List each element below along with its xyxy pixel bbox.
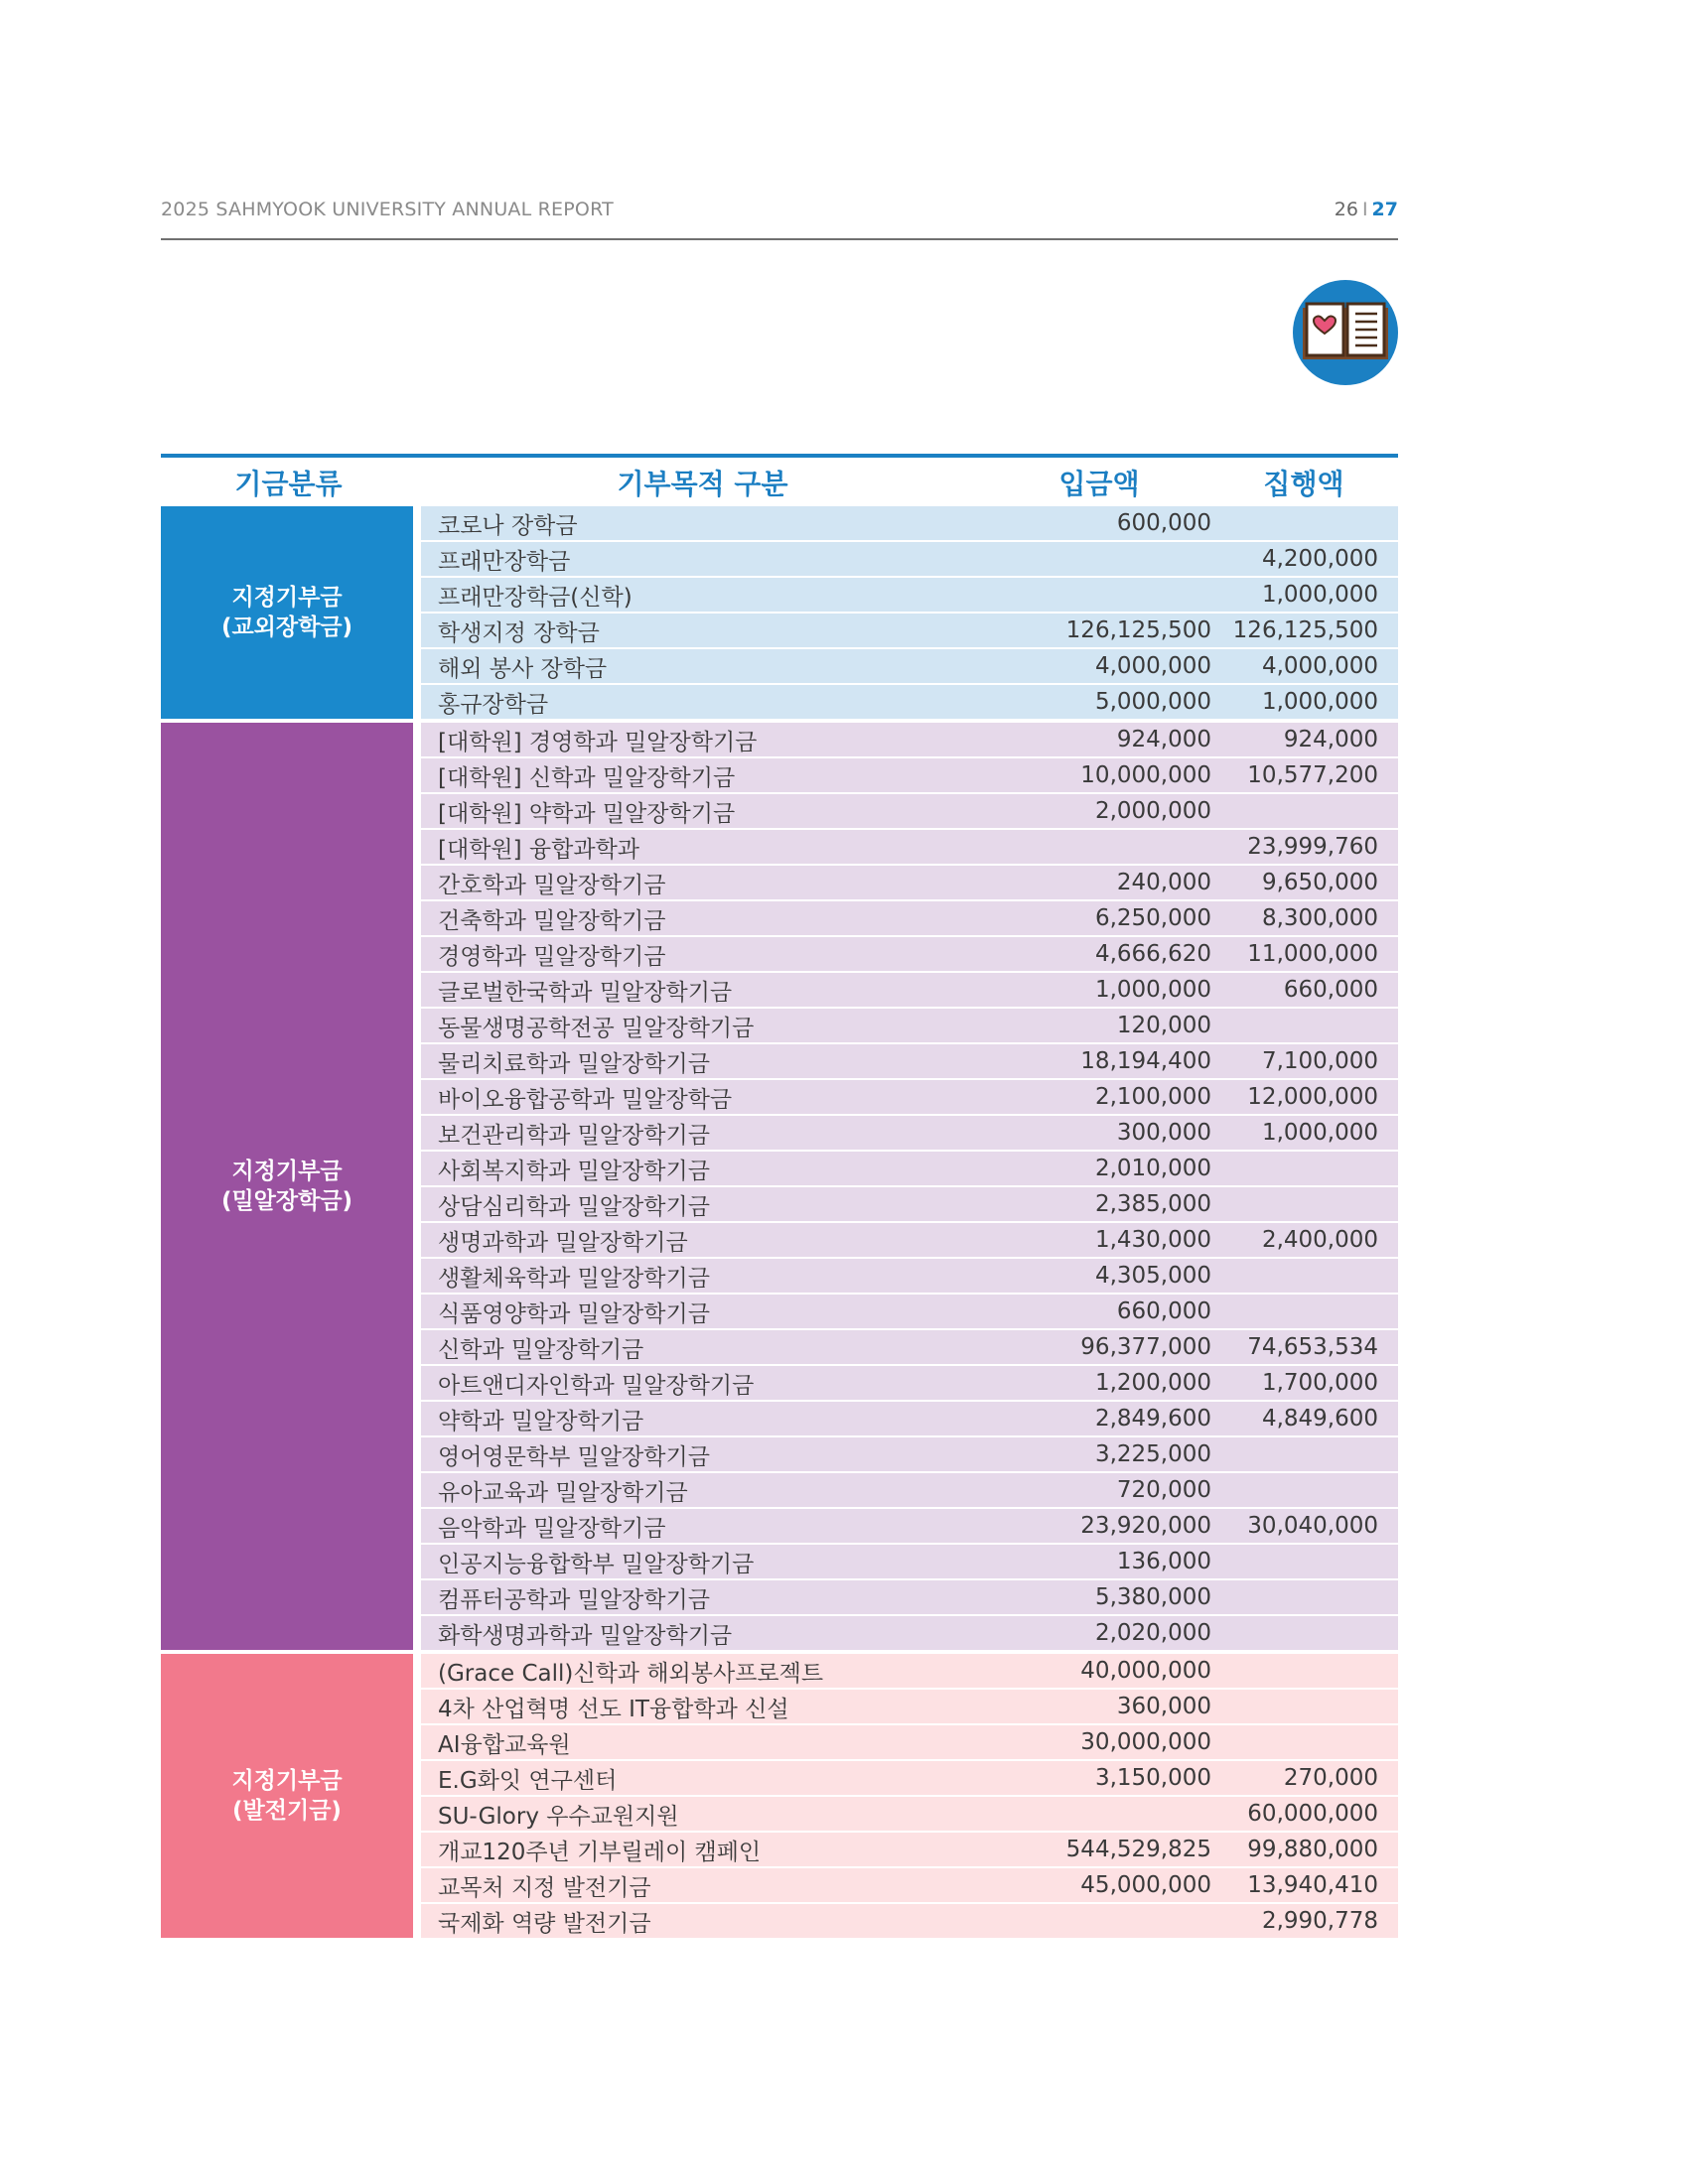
purpose-cell: 건축학과 밀알장학기금 [438,907,666,934]
table-row [421,937,1398,971]
spent-cell: 10,577,200 [1247,762,1378,788]
table-row [421,1904,1398,1938]
table-row [421,685,1398,719]
page-number-separator: I [1361,199,1368,220]
header-divider [161,238,1398,240]
deposit-cell: 600,000 [1116,510,1211,536]
fund-group-label-line: (밀알장학금) [220,1188,353,1214]
purpose-cell: 홍규장학금 [438,691,549,718]
table-row [421,794,1398,828]
spent-cell: 924,000 [1283,727,1378,752]
table-row [421,614,1398,647]
column-header-purpose: 기부목적 구분 [617,467,788,500]
purpose-cell: 물리치료학과 밀알장학기금 [438,1050,710,1077]
deposit-cell: 544,529,825 [1065,1837,1211,1862]
spent-cell: 60,000,000 [1247,1801,1378,1827]
fund-group-label-line: 지정기부금 [231,1159,343,1184]
deposit-cell: 1,200,000 [1094,1370,1211,1396]
table-row [421,1044,1398,1078]
fund-group [161,723,1398,1650]
table-row [421,1725,1398,1759]
spent-cell: 1,000,000 [1261,689,1378,715]
purpose-cell: 4차 산업혁명 선도 IT융합학과 신설 [438,1696,789,1722]
fund-group-label-line: (교외장학금) [220,614,353,640]
deposit-cell: 360,000 [1116,1694,1211,1719]
spent-cell: 13,940,410 [1247,1872,1378,1898]
table-row [421,830,1398,864]
spent-cell: 2,990,778 [1261,1908,1378,1934]
deposit-cell: 45,000,000 [1080,1872,1211,1898]
table-row [421,1295,1398,1328]
table-header [161,458,1398,506]
purpose-cell: 사회복지학과 밀알장학기금 [438,1158,710,1184]
purpose-cell: SU-Glory 우수교원지원 [438,1803,679,1830]
table-row [421,1116,1398,1150]
book-heart-icon [1293,280,1398,385]
table-row [421,1616,1398,1650]
fund-group-rows [421,723,1398,1650]
purpose-cell: 인공지능융합학부 밀알장학기금 [438,1551,755,1577]
spent-cell: 30,040,000 [1247,1513,1378,1539]
deposit-cell: 2,000,000 [1094,798,1211,824]
purpose-cell: 개교120주년 기부릴레이 캠페인 [438,1839,762,1865]
purpose-cell: 신학과 밀알장학기금 [438,1336,644,1363]
page-number-left: 26 [1334,199,1358,220]
purpose-cell: (Grace Call)신학과 해외봉사프로젝트 [438,1660,824,1687]
fund-group-rows [421,1654,1398,1938]
fund-group-label-line: 지정기부금 [231,585,343,611]
deposit-cell: 3,225,000 [1094,1441,1211,1467]
table-row [421,1761,1398,1795]
table-row [421,1330,1398,1364]
table-row [421,649,1398,683]
column-header-spent: 집행액 [1263,467,1344,500]
purpose-cell: 생활체육학과 밀알장학기금 [438,1265,710,1292]
purpose-cell: E.G화잇 연구센터 [438,1767,618,1794]
purpose-cell: 간호학과 밀알장학기금 [438,872,666,898]
table-row [421,1868,1398,1902]
fund-group-label [161,1654,413,1938]
purpose-cell: [대학원] 약학과 밀알장학기금 [438,800,736,827]
spent-cell: 660,000 [1283,977,1378,1003]
deposit-cell: 2,385,000 [1094,1191,1211,1217]
deposit-cell: 120,000 [1116,1013,1211,1038]
deposit-cell: 2,100,000 [1094,1084,1211,1110]
purpose-cell: 국제화 역량 발전기금 [438,1910,651,1937]
spent-cell: 99,880,000 [1247,1837,1378,1862]
purpose-cell: 해외 봉사 장학금 [438,655,608,682]
spent-cell: 4,200,000 [1261,546,1378,572]
purpose-cell: [대학원] 경영학과 밀알장학기금 [438,729,758,755]
table-row [421,1402,1398,1435]
table-row [421,506,1398,540]
deposit-cell: 924,000 [1116,727,1211,752]
deposit-cell: 40,000,000 [1080,1658,1211,1684]
spent-cell: 12,000,000 [1247,1084,1378,1110]
purpose-cell: [대학원] 융합과학과 [438,836,640,863]
purpose-cell: 경영학과 밀알장학기금 [438,943,666,970]
purpose-cell: 교목처 지정 발전기금 [438,1874,651,1901]
table-row [421,1152,1398,1185]
table-row [421,1223,1398,1257]
table-row [421,1009,1398,1042]
deposit-cell: 300,000 [1116,1120,1211,1146]
table-row [421,1080,1398,1114]
purpose-cell: 동물생명공학전공 밀알장학기금 [438,1015,755,1041]
deposit-cell: 1,430,000 [1094,1227,1211,1253]
column-header-fund-type: 기금분류 [234,467,343,500]
purpose-cell: 영어영문학부 밀알장학기금 [438,1443,710,1470]
spent-cell: 23,999,760 [1247,834,1378,860]
spent-cell: 7,100,000 [1261,1048,1378,1074]
purpose-cell: 학생지정 장학금 [438,619,600,646]
fund-group-rows [421,506,1398,719]
purpose-cell: 유아교육과 밀알장학기금 [438,1479,688,1506]
deposit-cell: 1,000,000 [1094,977,1211,1003]
table-row [421,1545,1398,1578]
deposit-cell: 10,000,000 [1080,762,1211,788]
deposit-cell: 2,849,600 [1094,1406,1211,1432]
deposit-cell: 3,150,000 [1094,1765,1211,1791]
purpose-cell: 아트앤디자인학과 밀알장학기금 [438,1372,755,1399]
page-number [1319,199,1398,220]
table-row [421,1187,1398,1221]
purpose-cell: 컴퓨터공학과 밀알장학기금 [438,1586,710,1613]
deposit-cell: 4,666,620 [1094,941,1211,967]
purpose-cell: 글로벌한국학과 밀알장학기금 [438,979,733,1006]
column-header-deposit: 입금액 [1058,467,1140,500]
table-row [421,758,1398,792]
deposit-cell: 30,000,000 [1080,1729,1211,1755]
fund-group-label-line: 지정기부금 [231,1768,343,1794]
deposit-cell: 2,020,000 [1094,1620,1211,1646]
purpose-cell: 바이오융합공학과 밀알장학금 [438,1086,733,1113]
purpose-cell: 보건관리학과 밀알장학기금 [438,1122,710,1149]
deposit-cell: 660,000 [1116,1298,1211,1324]
purpose-cell: 생명과학과 밀알장학기금 [438,1229,688,1256]
spent-cell: 126,125,500 [1232,617,1378,643]
spent-cell: 74,653,534 [1247,1334,1378,1360]
deposit-cell: 6,250,000 [1094,905,1211,931]
spent-cell: 1,000,000 [1261,1120,1378,1146]
table-row [421,1473,1398,1507]
table-row [421,578,1398,612]
table-row [421,1797,1398,1831]
fund-group [161,506,1398,719]
table-row [421,542,1398,576]
table-row [421,1690,1398,1723]
deposit-cell: 96,377,000 [1080,1334,1211,1360]
deposit-cell: 23,920,000 [1080,1513,1211,1539]
purpose-cell: 식품영양학과 밀알장학기금 [438,1300,710,1327]
deposit-cell: 4,000,000 [1094,653,1211,679]
report-title: 2025 SAHMYOOK UNIVERSITY ANNUAL REPORT [161,199,614,220]
purpose-cell: 코로나 장학금 [438,512,578,539]
purpose-cell: 약학과 밀알장학기금 [438,1408,644,1434]
fund-group-label-line: (발전기금) [232,1798,342,1824]
table-row [421,1366,1398,1400]
table-row [421,1654,1398,1688]
purpose-cell: [대학원] 신학과 밀알장학기금 [438,764,736,791]
page-number-right: 27 [1371,199,1398,220]
purpose-cell: 프래만장학금(신학) [438,584,633,611]
purpose-cell: 화학생명과학과 밀알장학기금 [438,1622,733,1649]
purpose-cell: 음악학과 밀알장학기금 [438,1515,666,1542]
deposit-cell: 18,194,400 [1080,1048,1211,1074]
spent-cell: 11,000,000 [1247,941,1378,967]
table-row [421,1580,1398,1614]
table-row [421,1437,1398,1471]
spent-cell: 8,300,000 [1261,905,1378,931]
table-row [421,973,1398,1007]
deposit-cell: 5,380,000 [1094,1584,1211,1610]
deposit-cell: 240,000 [1116,870,1211,895]
spent-cell: 4,849,600 [1261,1406,1378,1432]
deposit-cell: 126,125,500 [1065,617,1211,643]
fund-group-label [161,723,413,1650]
deposit-cell: 720,000 [1116,1477,1211,1503]
spent-cell: 9,650,000 [1261,870,1378,895]
table-row [421,723,1398,756]
table-row [421,901,1398,935]
purpose-cell: 프래만장학금 [438,548,571,575]
spent-cell: 1,000,000 [1261,582,1378,608]
deposit-cell: 4,305,000 [1094,1263,1211,1289]
table-body [161,506,1398,1938]
table-row [421,1833,1398,1866]
spent-cell: 4,000,000 [1261,653,1378,679]
table-row [421,866,1398,899]
spent-cell: 270,000 [1283,1765,1378,1791]
deposit-cell: 136,000 [1116,1549,1211,1574]
table-row [421,1509,1398,1543]
fund-group-label [161,506,413,719]
table-row [421,1259,1398,1293]
fund-group [161,1654,1398,1938]
donation-table [161,454,1398,1942]
purpose-cell: AI융합교육원 [438,1731,571,1758]
deposit-cell: 2,010,000 [1094,1156,1211,1181]
spent-cell: 1,700,000 [1261,1370,1378,1396]
purpose-cell: 상담심리학과 밀알장학기금 [438,1193,710,1220]
spent-cell: 2,400,000 [1261,1227,1378,1253]
deposit-cell: 5,000,000 [1094,689,1211,715]
